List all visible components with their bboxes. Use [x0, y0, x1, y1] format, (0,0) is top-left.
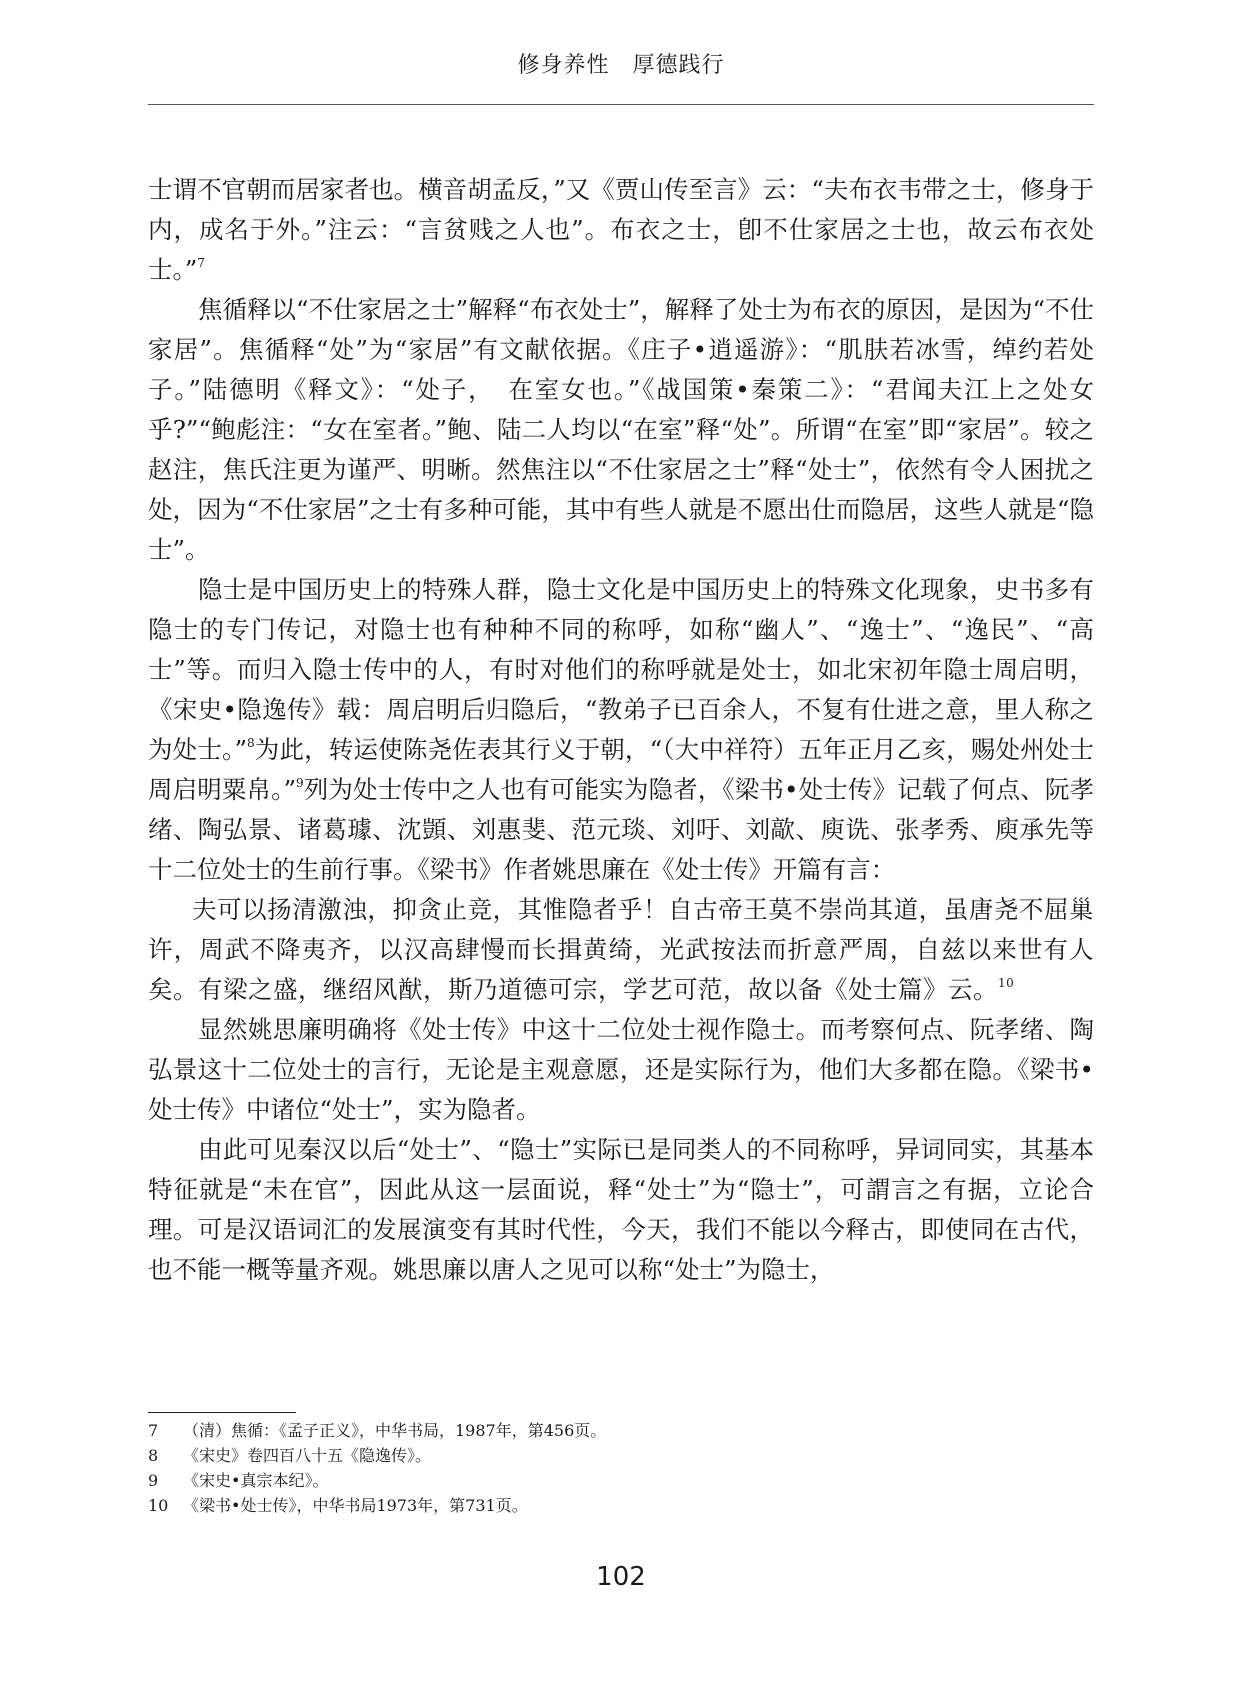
footnote-number: 10	[148, 1496, 169, 1515]
page-number: 102	[596, 1562, 646, 1592]
footnote-text: 《宋史》卷四百八十五《隐逸传》。	[183, 1446, 432, 1465]
footnote-item	[148, 1493, 1094, 1518]
footnote-ref[interactable]: 9	[296, 776, 304, 790]
footnote-text: 《梁书•处士传》，中华书局1973年，第731页。	[183, 1496, 528, 1515]
main-body	[148, 170, 1094, 1290]
quote-text: 夫可以扬清激浊，抑贪止竞，其惟隐者乎！自古帝王莫不崇尚其道，虽唐尧不屈巢许，周武不降夷齐，以汉高肆慢而长揖黄绮，光武按法而折意严周，自兹以来世有人矣。有梁之盛，继绍风猷，斯乃道德可宗，学艺可范，故以备《处士篇》云。	[148, 895, 1094, 1004]
paragraph-yao-silian	[148, 1010, 1094, 1130]
paragraph-conclusion	[148, 1130, 1094, 1290]
footnote-number: 9	[148, 1471, 159, 1490]
footnote-item	[148, 1418, 1094, 1443]
footnote-number: 8	[148, 1446, 159, 1465]
footnotes	[148, 1418, 1094, 1518]
paragraph-hermits	[148, 570, 1094, 890]
paragraph-text: 为此，转运使陈尧佐表其行义于朝，“（大中祥符）五年正月乙亥，赐处州处士周启明粟帛。”	[148, 735, 1094, 804]
footnote-ref[interactable]: 10	[998, 976, 1015, 990]
footnote-ref[interactable]: 8	[246, 736, 255, 750]
footnote-item	[148, 1443, 1094, 1468]
paragraph-jiao-xun	[148, 290, 1094, 570]
header-rule	[148, 104, 1094, 105]
footnote-rule	[148, 1412, 296, 1413]
block-quote	[148, 890, 1094, 1010]
paragraph-text: 列为处士传中之人也有可能实为隐者，《梁书•处士传》记载了何点、阮孝绪、陶弘景、诸葛璩、沈顗、刘惠斐、范元琰、刘吁、刘歊、庾诜、张孝秀、庾承先等十二位处士的生前行事。《梁书》作者姚思廉在《处士传》开篇有言：	[148, 775, 1094, 884]
paragraph-text: 士谓不官朝而居家者也。横音胡孟反，”又《贾山传至言》云：“夫布衣韦带之士，修身于内，成名于外。”注云：“言贫贱之人也”。布衣之士，卽不仕家居之士也，故云布衣处士。”	[148, 175, 1094, 284]
paragraph-text: 由此可见秦汉以后“处士”、“隐士”实际已是同类人的不同称呼，异词同实，其基本特征就是“未在官”，因此从这一层面说，释“处士”为“隐士”，可謂言之有据，立论合理。可是汉语词汇的发展演变有其时代性，今天，我们不能以今释古，即使同在古代，也不能一概等量齐观。姚思廉以唐人之见可以称“处士”为隐士，	[148, 1135, 1094, 1284]
footnote-item	[148, 1468, 1094, 1493]
footnote-text: （清）焦循：《孟子正义》，中华书局，1987年，第456页。	[183, 1421, 607, 1440]
paragraph-text: 焦循释以“不仕家居之士”解释“布衣处士”，解释了处士为布衣的原因，是因为“不仕家居”。焦循释“处”为“家居”有文献依据。《庄子•逍遥游》：“肌肤若冰雪，绰约若处子。”陆德明《释文》：“处子， 在室女也。”《战国策•秦策二》：“君闻夫江上之处女乎?”“鲍彪注：“女在室者。”鲍、陆二人均以“在室”释“处”。所谓“在室”即“家居”。较之赵注，焦氏注更为谨严、明晰。然焦注以“不仕家居之士”释“处士”，依然有令人困扰之处，因为“不仕家居”之士有多种可能，其中有些人就是不愿出仕而隐居，这些人就是“隐士”。	[148, 295, 1094, 564]
footnote-number: 7	[148, 1421, 159, 1440]
footnote-text: 《宋史•真宗本纪》。	[183, 1471, 329, 1490]
paragraph-text: 显然姚思廉明确将《处士传》中这十二位处士视作隐士。而考察何点、阮孝绪、陶弘景这十二位处士的言行，无论是主观意愿，还是实际行为，他们大多都在隐。《梁书•处士传》中诸位“处士”，实为隐者。	[148, 1015, 1094, 1124]
paragraph-text: 隐士是中国历史上的特殊人群，隐士文化是中国历史上的特殊文化现象，史书多有隐士的专门传记，对隐士也有种种不同的称呼，如称“幽人”、“逸士”、“逸民”、“高士”等。而归入隐士传中的人，有时对他们的称呼就是处士，如北宋初年隐士周启明，《宋史•隐逸传》载：周启明后归隐后，“教弟子已百余人，不复有仕进之意，里人称之为处士。”	[148, 575, 1094, 764]
running-header: 修身养性 厚德践行	[517, 53, 725, 78]
footnote-ref[interactable]: 7	[197, 256, 205, 270]
paragraph-continuation	[148, 170, 1094, 290]
